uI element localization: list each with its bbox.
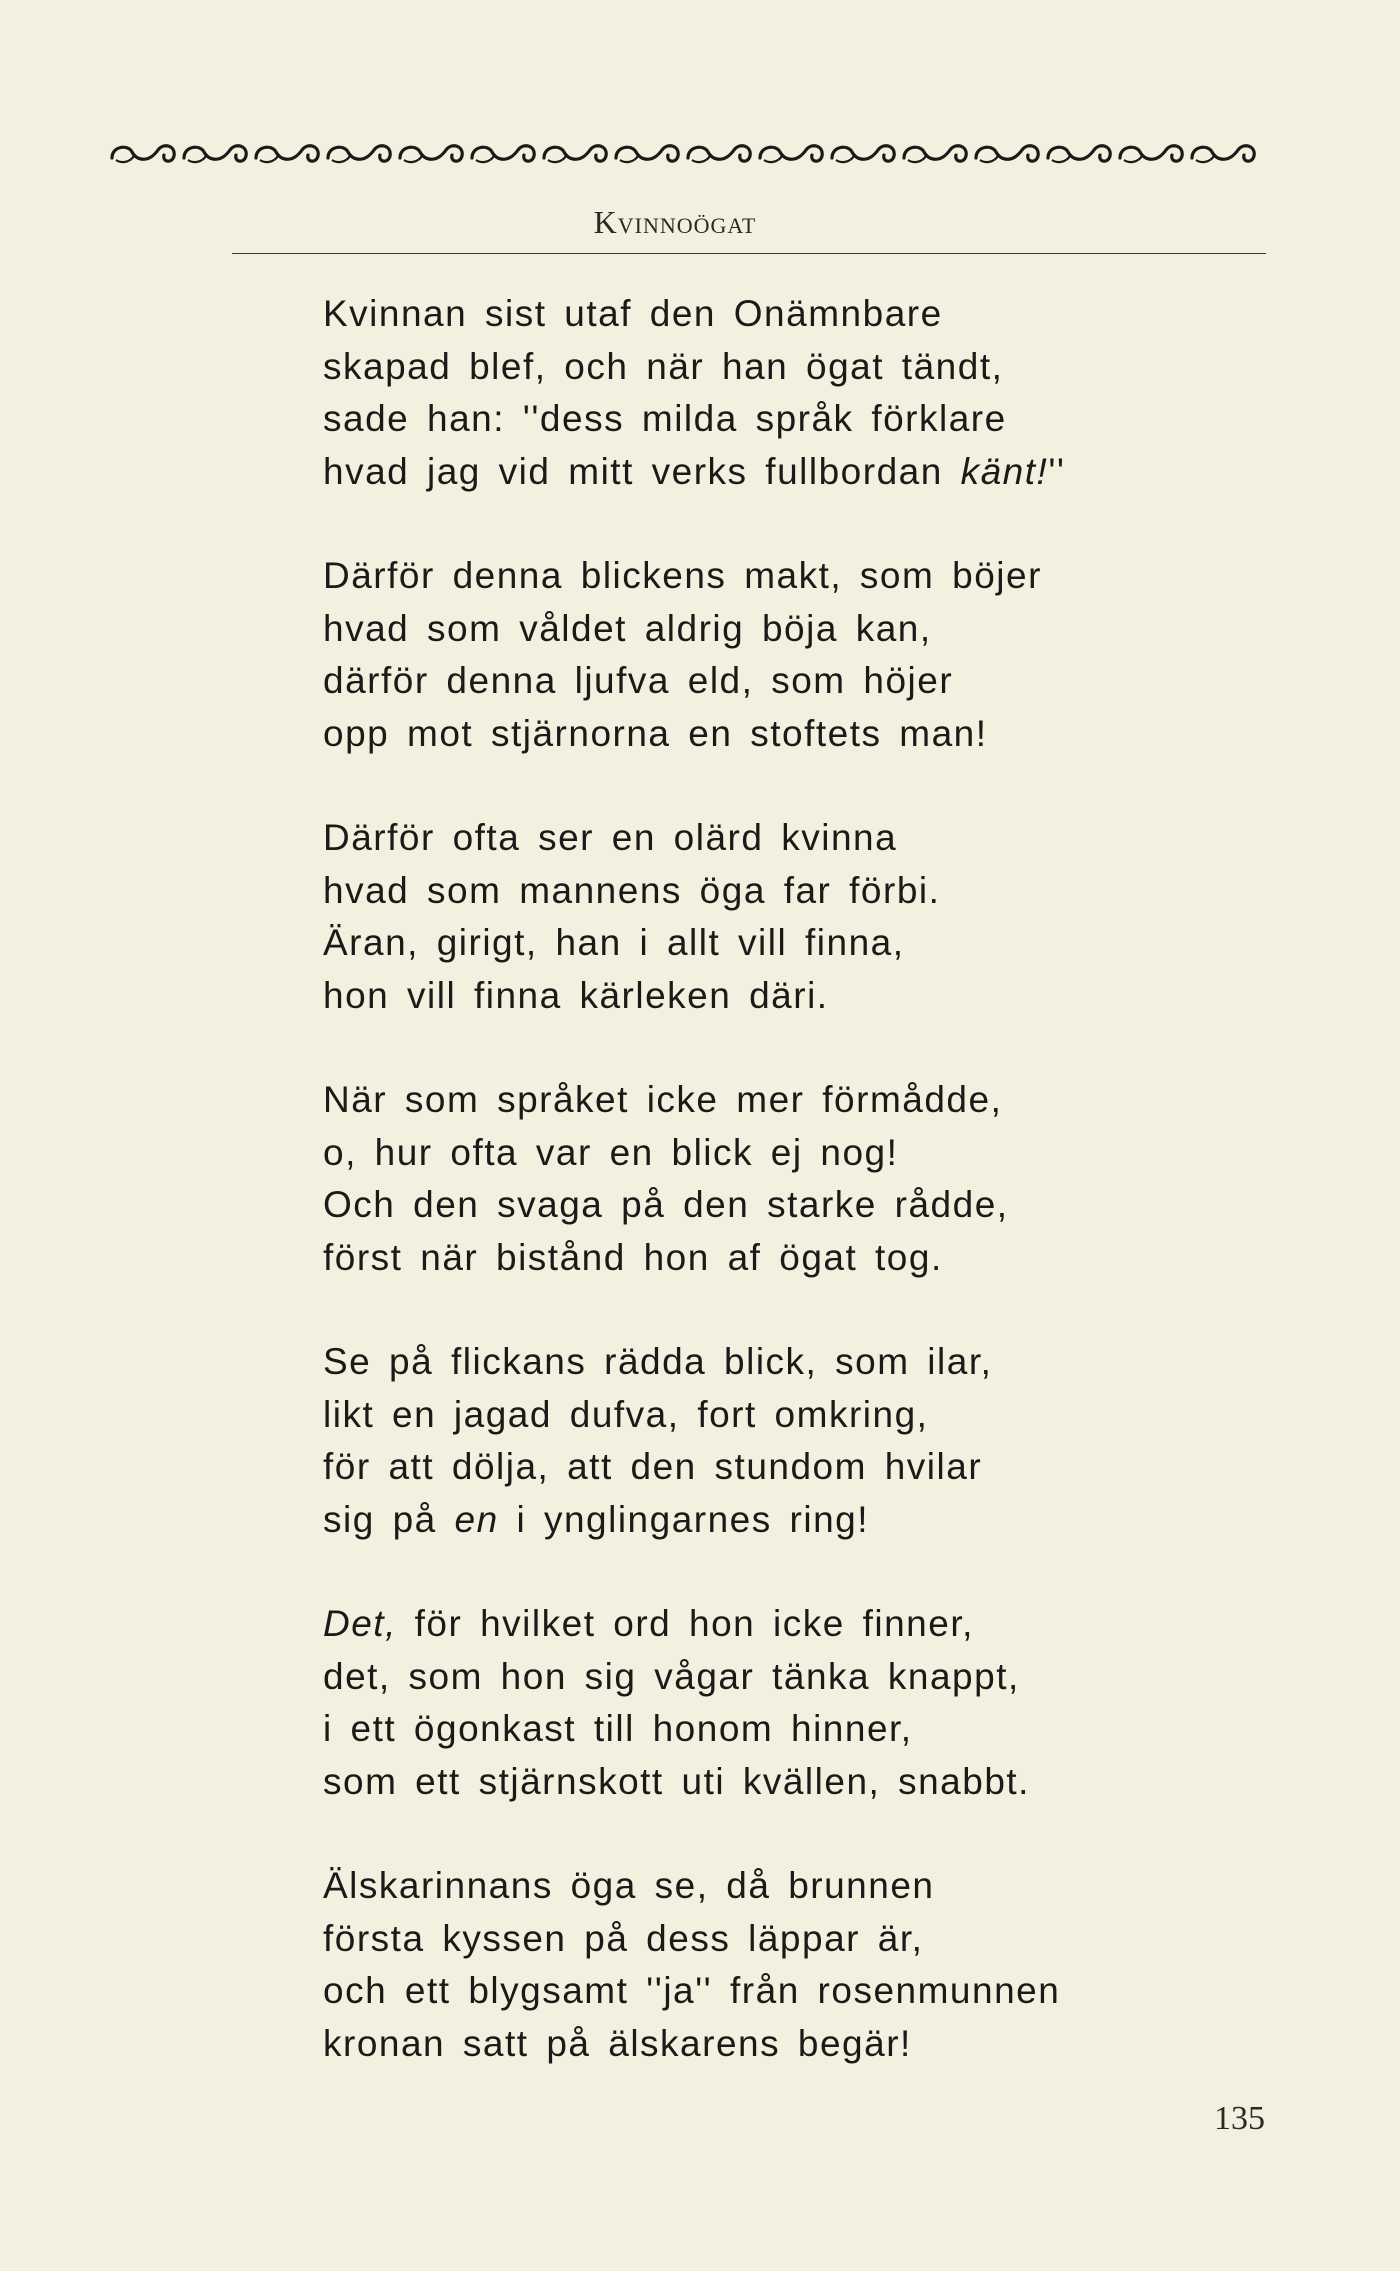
poem-line: först när bistånd hon af ögat tog. — [323, 1236, 943, 1278]
poem-line: hon vill finna kärleken däri. — [323, 974, 829, 1016]
poem-line: sade han: ''dess milda språk förklare — [323, 398, 1007, 439]
line-text: i ynglingarnes ring! — [498, 1498, 870, 1540]
header-rule — [232, 253, 1266, 254]
poem-line: första kyssen på dess läppar är, — [323, 1917, 924, 1959]
poem-line: hvad som mannens öga far förbi. — [323, 869, 941, 911]
poem-line: När som språket icke mer förmådde, — [323, 1079, 1003, 1120]
stanza — [323, 288, 1243, 498]
page-number: 135 — [1214, 2100, 1265, 2137]
poem-line: och ett blygsamt ''ja'' från rosenmunnen — [323, 1970, 1061, 2011]
poem-line: Älskarinnans öga se, då brunnen — [323, 1865, 935, 1906]
poem-line: det, som hon sig vågar tänka knappt, — [323, 1655, 1020, 1697]
poem-line: som ett stjärnskott uti kvällen, snabbt. — [323, 1760, 1030, 1802]
poem-line: opp mot stjärnorna en stoftets man! — [323, 712, 988, 754]
poem-line: Kvinnan sist utaf den Onämnbare — [323, 293, 943, 334]
poem-line: Därför denna blickens makt, som böjer — [323, 555, 1042, 596]
poem-line: i ett ögonkast till honom hinner, — [323, 1708, 913, 1749]
poem-body — [323, 288, 1243, 2122]
stanza — [323, 1074, 1243, 1284]
italic-emphasis: känt! — [960, 450, 1049, 492]
stanza — [323, 1598, 1243, 1808]
poem-line: likt en jagad dufva, fort omkring, — [323, 1393, 929, 1435]
poem-line: Och den svaga på den starke rådde, — [323, 1184, 1009, 1225]
line-text: hvad jag vid mitt verks fullbordan — [323, 450, 961, 492]
stanza — [323, 1336, 1243, 1546]
poem-line — [323, 1598, 1243, 1651]
poem-line: Äran, girigt, han i allt vill finna, — [323, 922, 905, 963]
poem-line: därför denna ljufva eld, som höjer — [323, 660, 954, 701]
stanza — [323, 812, 1243, 1022]
poem-line — [323, 446, 1243, 499]
line-text: sig på — [323, 1498, 455, 1540]
poem-line: hvad som våldet aldrig böja kan, — [323, 607, 932, 649]
poem-line: Se på flickans rädda blick, som ilar, — [323, 1341, 993, 1382]
italic-emphasis: en — [454, 1498, 499, 1540]
stanza — [323, 550, 1243, 760]
poem-line: skapad blef, och när han ögat tändt, — [323, 345, 1004, 387]
stanza — [323, 1860, 1243, 2070]
poem-line: Därför ofta ser en olärd kvinna — [323, 817, 898, 858]
decorative-border-ornament — [108, 138, 1260, 168]
line-text: för hvilket ord hon icke finner, — [396, 1603, 974, 1644]
poem-line: o, hur ofta var en blick ej nog! — [323, 1131, 899, 1173]
running-head: Kvinnoögat — [593, 204, 757, 240]
line-text: '' — [1048, 450, 1066, 492]
poem-line — [323, 1494, 1243, 1547]
poem-line: för att dölja, att den stundom hvilar — [323, 1446, 983, 1487]
italic-emphasis: Det, — [323, 1603, 397, 1644]
poem-line: kronan satt på älskarens begär! — [323, 2022, 912, 2064]
